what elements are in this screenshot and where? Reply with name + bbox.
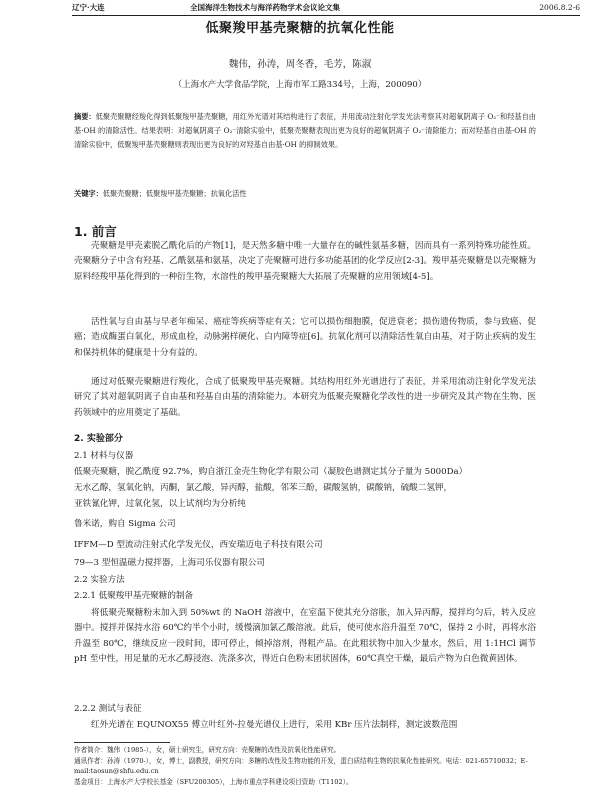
abstract-text: 低聚壳聚糖经羧化得到低聚羧甲基壳聚糖，用红外光谱对其结构进行了表征，并用流动注射化学发光法考察其对超氧阴离子 O₂⁻和羟基自由基·OH 的清除活性。结果表明：对超氧阴离子 O₂⁻清除实验中，低聚壳聚糖表现出更为良好的超氧阴离子 O₂⁻清除能力；而对羟基自由基·OH 的清除实验中，低聚羧甲基壳聚糖则表现出更为良好的对羟基自由基·OH 的抑制效果。 [74, 112, 536, 149]
abstract [74, 110, 536, 152]
footnotes [74, 745, 544, 787]
keywords-label: 关键字： [74, 189, 103, 198]
header-proceedings: 全国海洋生物技术与海洋药物学术会议论文集 [190, 3, 340, 12]
header-location: 辽宁·大连 [72, 3, 105, 12]
subsection-materials: 2.1 材料与仪器 [74, 451, 134, 461]
section-heading-introduction: 1. 前言 [74, 224, 117, 239]
subsection-characterization: 2.2.2 测试与表征 [74, 704, 142, 714]
paper-title: 低聚羧甲基壳聚糖的抗氧化性能 [205, 21, 395, 36]
section-heading-experimental: 2. 实验部分 [74, 434, 123, 444]
abstract-label: 摘要： [74, 112, 96, 121]
footnote-divider [74, 742, 170, 743]
keywords-text: 低聚壳聚糖；低聚羧甲基壳聚糖；抗氧化活性 [102, 189, 247, 198]
intro-paragraph-2: 活性氧与自由基与早老年痴呆、癌症等疾病等症有关；它可以损伤细胞膜，促进衰老；损伤遗传物质，参与致癌、促癌；造成酶蛋白氧化，形成血栓，动脉粥样硬化、白内障等症[6]。抗氧化剂可以清除活性氧自由基，对于防止疾病的发生和保持机体的健康是十分有益的。 [74, 317, 536, 358]
intro-paragraph-3: 通过对低聚壳聚糖进行羧化，合成了低聚羧甲基壳聚糖。其结构用红外光谱进行了表征，并采用流动注射化学发光法研究了其对超氧阴离子自由基和羟基自由基的清除能力。本研究为低聚壳聚糖化学改性的进一步研究及其产物在生物、医药领域中的应用奠定了基础。 [74, 377, 536, 418]
affiliation: （上海水产大学食品学院，上海市军工路334号，上海，200090） [173, 80, 427, 90]
author-list: 魏伟，孙涛，周冬香，毛芳，陈淑 [228, 59, 372, 70]
footnote-author-bio: 作者简介：魏伟（1985-），女，硕士研究生，研究方向：壳聚糖的改性及抗氧化性能研究。 [74, 746, 341, 754]
materials-line: 鲁米诺，购自 Sigma 公司 [74, 519, 176, 529]
running-header [72, 2, 580, 16]
subsection-preparation: 2.2.1 低聚羧甲基壳聚糖的制备 [74, 591, 194, 601]
materials-line: IFFM—D 型流动注射式化学发光仪，西安瑞迈电子科技有限公司 [74, 540, 323, 550]
materials-line: 无水乙醇，氢氧化钠，丙酮，氯乙酸，异丙醇，盐酸，邻苯三酚，碳酸氢钠，碳酸钠，硫酸二氢钾， [74, 483, 453, 493]
materials-line: 低聚壳聚糖，脱乙酰度 92.7%，购自浙江金壳生物化学有限公司（凝胶色谱测定其分子量为 5000Da） [74, 467, 468, 477]
subsection-methods: 2.2 实验方法 [74, 575, 125, 585]
footnote-corresponding-author: 通讯作者：孙涛（1970-），女，博士，副教授，研究方向：多糖的改性及生物功能的开发，蛋白质结构生物的抗氧化性能研究。电话：021-65710032；E-mail:taosun@shfu.edu.cn [74, 756, 528, 776]
header-date: 2006.8.2-6 [539, 3, 580, 12]
keywords [74, 188, 536, 200]
characterization-paragraph: 红外光谱在 EQUNOX55 傅立叶红外-拉曼光谱仪上进行，采用 KBr 压片法制样，测定波数范围 [91, 720, 458, 730]
preparation-paragraph: 将低聚壳聚糖粉末加入到 50%wt 的 NaOH 溶液中，在室温下使其充分溶胀，加入异丙醇，搅拌均匀后，转入反应器中。搅拌并保持水浴 60℃约半个小时，缓慢滴加氯乙酸溶液。此后，使可使水浴升温至 70℃，保持 2 小时，再将水浴升温至 80℃，继续反应一段时间，即可停止，倾掉溶剂，得粗产品。在此粗状物中加入少量水，然后，用 1:1HCl 调节 pH 至中性，用足量的无水乙醇浸泡、洗涤多次，得近白色粉末团状固体，60℃真空干燥，最后产物为白色微黄固体。 [74, 608, 536, 665]
materials-line: 79—3 型恒温磁力搅拌器，上海司乐仪器有限公司 [74, 558, 266, 568]
materials-line: 亚铁氰化钾，过氧化氢，以上试剂均为分析纯 [74, 499, 246, 509]
footnote-funding: 基金项目：上海水产大学校长基金（SFU200305），上海市重点学科建设项目资助（T1102）。 [74, 777, 353, 786]
intro-paragraph-1: 壳聚糖是甲壳素脱乙酰化后的产物[1]，是天然多糖中唯一大量存在的碱性氨基多糖，因而具有一系列特殊功能性质。壳聚糖分子中含有羟基、乙酰氨基和氨基，决定了壳聚糖可进行多功能基团的化学反应[2-3]。羧甲基壳聚糖是以壳聚糖为原料经羧甲基化得到的一种衍生物，水溶性的羧甲基壳聚糖大大拓展了壳聚糖的应用领域[4-5]。 [74, 241, 536, 282]
